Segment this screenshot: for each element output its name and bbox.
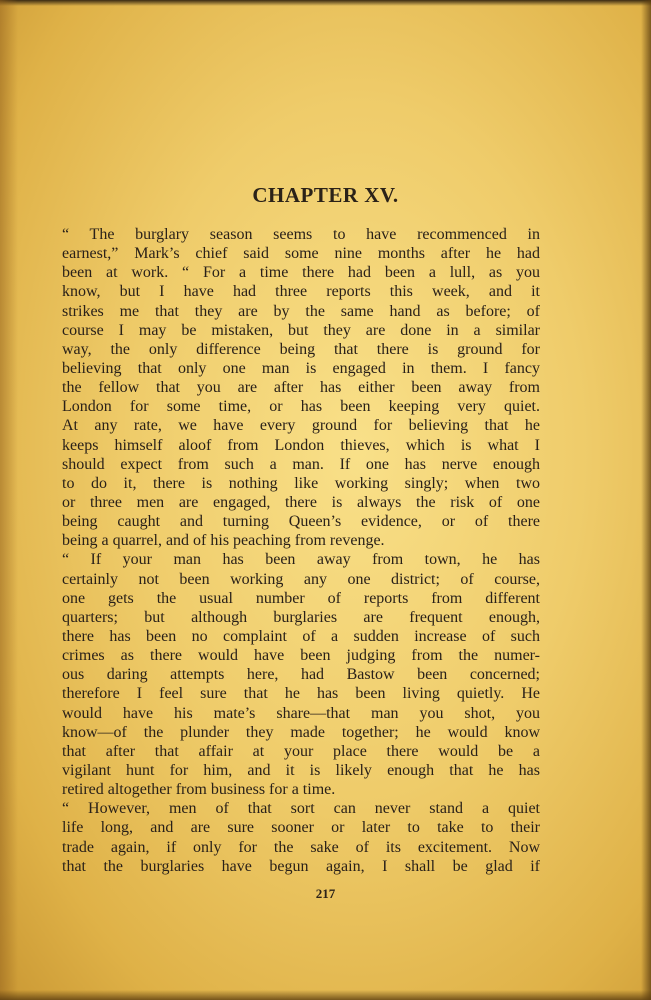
text-line: should expect from such a man. If one has nerve enough bbox=[62, 455, 540, 473]
page-number: 217 bbox=[315, 886, 336, 901]
text-line: vigilant hunt for him, and it is likely enough that he has bbox=[62, 761, 540, 779]
text-line: believing that only one man is engaged in them. I fancy bbox=[62, 359, 540, 377]
text-line: that the burglaries have begun again, I shall be glad if bbox=[62, 857, 540, 875]
text-line: “ However, men of that sort can never stand a quiet bbox=[62, 800, 540, 818]
text-line: trade again, if only for the sake of its excitement. Now bbox=[62, 838, 540, 856]
text-line: keeps himself aloof from London thieves, which is what I bbox=[62, 436, 540, 454]
text-line: being caught and turning Queen’s evidence, or of there bbox=[62, 513, 540, 531]
text-line: crimes as there would have been judging from the numer- bbox=[62, 647, 540, 665]
text-line: life long, and are sure sooner or later to take to their bbox=[62, 819, 540, 837]
text-line: the fellow that you are after has either been away from bbox=[62, 379, 540, 397]
text-line: one gets the usual number of reports from different bbox=[62, 589, 540, 607]
text-line: “ If your man has been away from town, he has bbox=[62, 551, 540, 569]
text-line: quarters; but although burglaries are frequent enough, bbox=[62, 608, 540, 626]
text-line: know, but I have had three reports this week, and it bbox=[62, 283, 540, 301]
text-line: “ The burglary season seems to have recommenced in bbox=[62, 226, 540, 243]
text-line: therefore I feel sure that he has been living quietly. He bbox=[62, 685, 540, 703]
text-line: would have his mate’s share—that man you shot, you bbox=[62, 704, 540, 722]
text-line: know—of the plunder they made together; he would know bbox=[62, 723, 540, 741]
text-line: At any rate, we have every ground for believing that he bbox=[62, 417, 540, 435]
page-gutter-shadow bbox=[0, 0, 18, 1000]
text-line: or three men are engaged, there is always the risk of one bbox=[62, 493, 540, 511]
page-bottom-shadow bbox=[0, 990, 651, 1000]
text-line: that after that affair at your place there would be a bbox=[62, 742, 540, 760]
chapter-title: CHAPTER XV. bbox=[252, 183, 399, 207]
text-line: certainly not been working any one district; of course, bbox=[62, 570, 540, 588]
text-line: earnest,” Mark’s chief said some nine months after he had bbox=[62, 245, 540, 263]
body-text bbox=[62, 225, 540, 876]
text-line: ous daring attempts here, had Bastow been concerned; bbox=[62, 666, 540, 684]
text-line: strikes me that they are by the same hand as before; of bbox=[62, 302, 540, 320]
page-right-shadow bbox=[641, 0, 651, 1000]
text-line: course I may be mistaken, but they are done in a similar bbox=[62, 321, 540, 339]
text-line: being a quarrel, and of his peaching from revenge. bbox=[62, 532, 385, 550]
text-line: to do it, there is nothing like working singly; when two bbox=[62, 474, 540, 492]
text-line: there has been no complaint of a sudden increase of such bbox=[62, 627, 540, 645]
text-line: retired altogether from business for a time. bbox=[62, 781, 336, 799]
text-line: been at work. “ For a time there had been a lull, as you bbox=[62, 264, 540, 282]
text-line: way, the only difference being that there is ground for bbox=[62, 340, 540, 358]
page-top-shadow bbox=[0, 0, 651, 6]
text-line: London for some time, or has been keeping very quiet. bbox=[62, 398, 540, 416]
